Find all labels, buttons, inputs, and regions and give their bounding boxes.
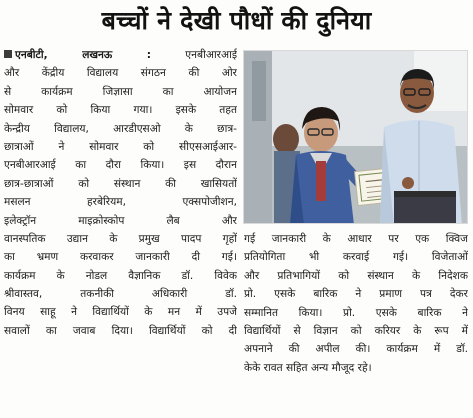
article-line-text: एनबीआरआई [185, 49, 237, 61]
article-line: वानस्पतिक उद्यान के प्रमुख पादप गृहों [4, 232, 237, 245]
article-line: का भ्रमण करवाकर जानकारी दी गई। [4, 251, 237, 264]
article-line: इलेक्ट्रॉन माइक्रोस्कोप लैब और [4, 214, 237, 227]
article-line: सम्मानित किया। प्रो. एसके बारिक ने [244, 306, 468, 319]
article-line: श्रीवास्तव, तकनीकी अधिकारी डॉ. [4, 288, 237, 301]
article-line: और प्रतिभागियों को संस्थान के निदेशक [244, 269, 468, 282]
news-photo [243, 50, 468, 224]
article-line: मसलन हरबेरियम, एक्सपोजीशन, [4, 196, 237, 209]
bullet-square-icon [4, 50, 12, 58]
article-line: सवालों का जवाब दिया। विद्यार्थियों को दी [4, 324, 237, 337]
article-line: प्रो. एसके बारिक ने प्रमाण पत्र देकर [244, 288, 468, 301]
dateline: एनबीटी, लखनऊ : [15, 49, 152, 61]
article-line: कार्यक्रम के नोडल वैज्ञानिक डॉ. विवेक [4, 269, 237, 282]
article-line: विद्यार्थियों से विज्ञान को करियर के रूप में [244, 324, 468, 337]
article-line: केन्द्रीय विद्यालय, आरडीएसओ के छात्र- [4, 122, 237, 135]
article-line: छात्राओं ने सोमवार को सीएसआईआर- [4, 140, 237, 153]
article-line: और केंद्रीय विद्यालय संगठन की ओर [4, 67, 237, 80]
article-line: गई जानकारी के आधार पर एक क्विज [244, 233, 468, 245]
headline: बच्चों ने देखी पौधों की दुनिया [101, 6, 372, 35]
article-line: एनबीआरआई का दौरा किया। इस दौरान [4, 159, 237, 172]
article-left-column [4, 46, 237, 340]
article-line: अपनाने की अपील की। कार्यक्रम में डॉ. [244, 343, 468, 356]
article-line [4, 46, 237, 64]
certificate-ceremony-photo [244, 51, 468, 224]
article-line: सोमवार को किया गया। इसके तहत [4, 104, 237, 117]
article-line: प्रतियोगिता भी करवाई गई। विजेताओं [244, 251, 468, 264]
article-line: से कार्यक्रम जिज्ञासा का आयोजन [4, 85, 237, 98]
article-line: छात्र-छात्राओं को संस्थान की खासियतों [4, 177, 237, 190]
article-line: केके रावत सहित अन्य मौजूद रहे। [244, 361, 372, 374]
article-right-column [244, 230, 468, 377]
article-line: विनय साहू ने विद्यार्थियों के मन में उपजे [4, 306, 237, 319]
